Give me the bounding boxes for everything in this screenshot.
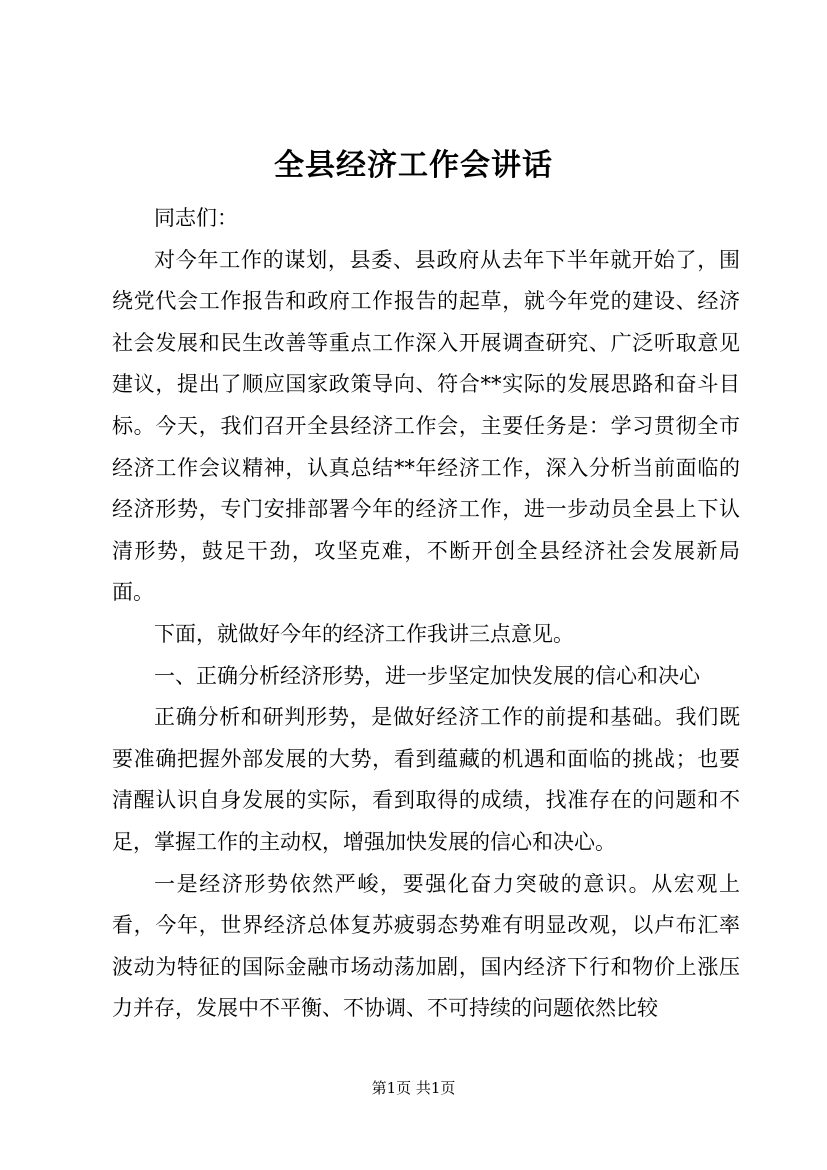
page-number-footer: 第1页 共1页 <box>371 1079 456 1097</box>
paragraph-3: 正确分析和研判形势，是做好经济工作的前提和基础。我们既要准确把握外部发展的大势，看到蕴藏的机遇和面临的挑战；也要清醒认识自身发展的实际，看到取得的成绩，找准存在的问题和不足，掌握工作的主动权，增强加快发展的信心和决心。 <box>112 705 740 854</box>
paragraph-1: 对今年工作的谋划，县委、县政府从去年下半年就开始了，围绕党代会工作报告和政府工作报告的起草，就今年党的建设、经济社会发展和民生改善等重点工作深入开展调查研究、广泛听取意见建议，提出了顺应国家政策导向、符合**实际的发展思路和奋斗目标。今天，我们召开全县经济工作会，主要任务是：学习贯彻全市经济工作会议精神，认真总结**年经济工作，深入分析当前面临的经济形势，专门安排部署今年的经济工作，进一步动员全县上下认清形势，鼓足干劲，攻坚克难，不断开创全县经济社会发展新局面。 <box>112 247 740 605</box>
paragraph-2: 下面，就做好今年的经济工作我讲三点意见。 <box>154 621 574 646</box>
salutation: 同志们： <box>154 206 238 230</box>
document-body <box>112 198 740 1030</box>
document-title: 全县经济工作会讲话 <box>274 148 553 183</box>
section-heading-1: 一、正确分析经济形势，进一步坚定加快发展的信心和决心 <box>154 663 700 688</box>
paragraph-4: 一是经济形势依然严峻，要强化奋力突破的意识。从宏观上看，今年，世界经济总体复苏疲弱态势难有明显改观，以卢布汇率波动为特征的国际金融市场动荡加剧，国内经济下行和物价上涨压力并存，发展中不平衡、不协调、不可持续的问题依然比较 <box>112 871 740 1021</box>
